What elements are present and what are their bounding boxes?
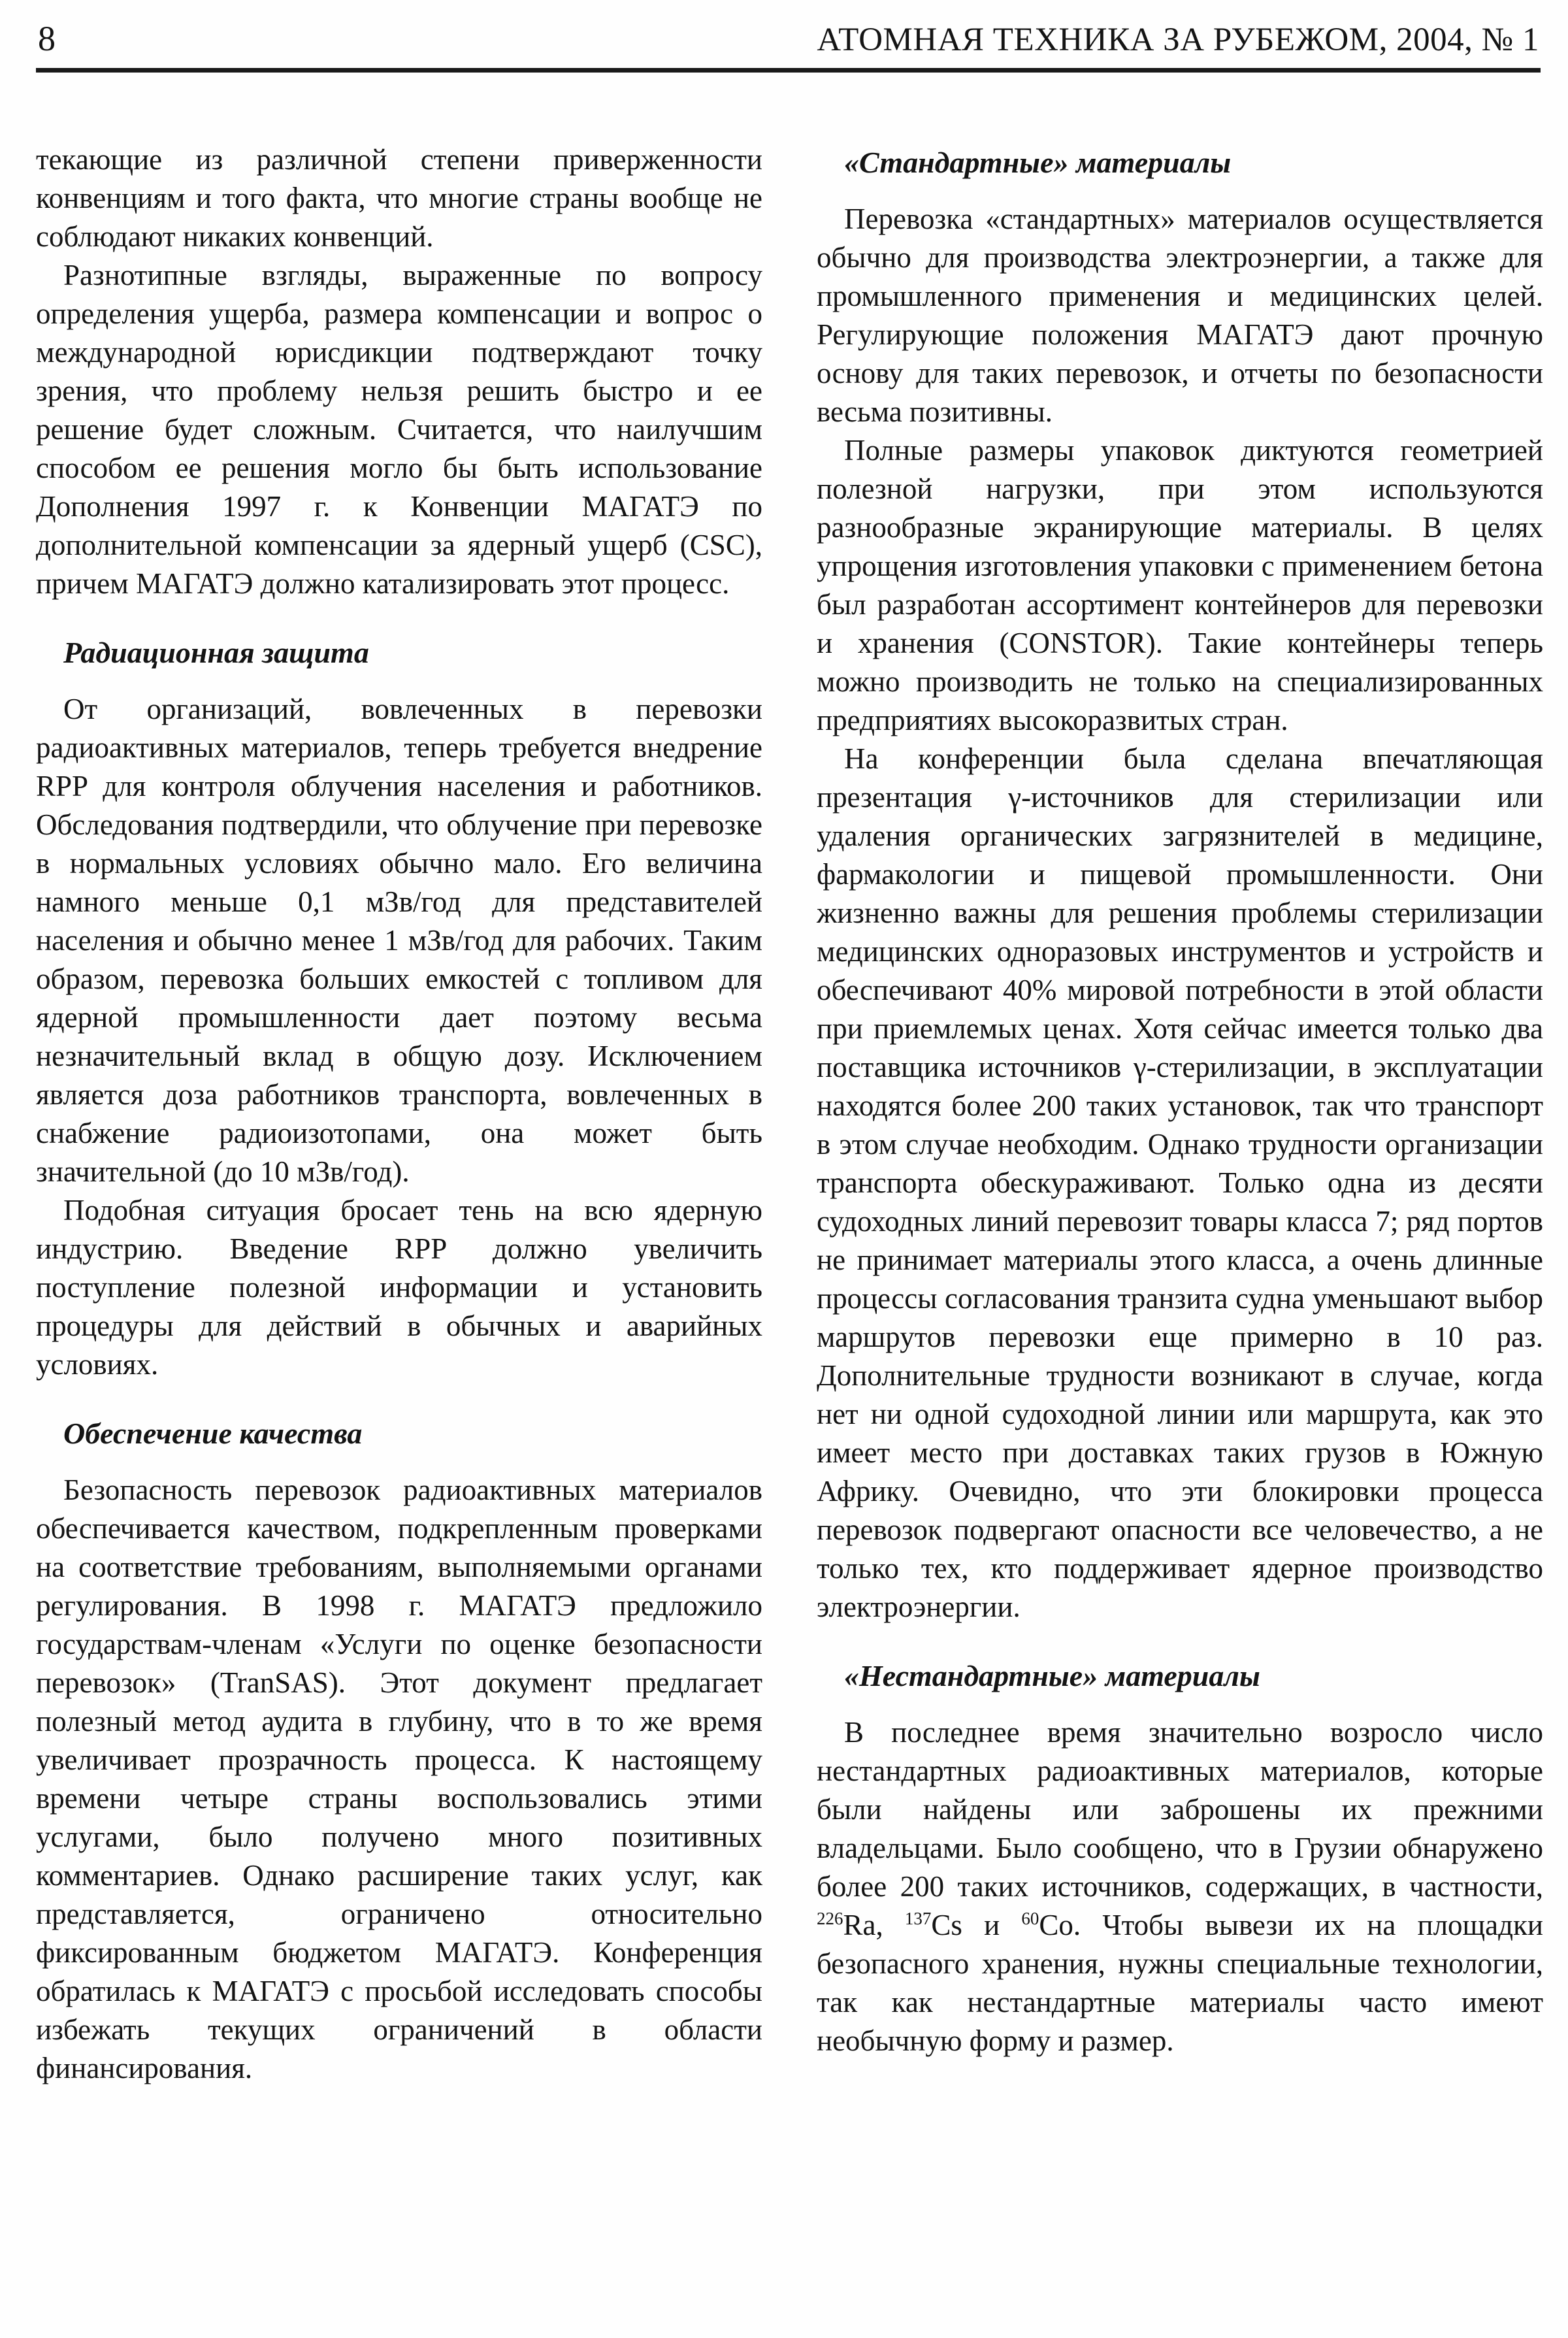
body-paragraph: На конференции была сделана впечатляющая презентация γ-источников для стерилизации или удаления органических загрязнителей в медицине, фармакологии и пищевой промышленности. Они жизненно важны для решения проблемы стерилизации медицинских одноразовых инструментов и устройств и обеспечивают 40% мировой потребности в этой области при приемлемых ценах. Хотя сейчас имеется только два поставщика источников γ-стерилизации, в эксплуатации находятся более 200 таких установок, так что транспорт в этом случае необходим. Однако трудности организации транспорта обескураживают. Только одна из десяти судоходных линий перевозит товары класса 7; ряд портов не принимает материалы этого класса, а очень длинные процессы согласования транзита судна уменьшают выбор маршрутов перевозки еще примерно в 10 раз. Дополнительные трудности возникают в случае, когда нет ни одной судоходной линии или маршрута, как это имеет место при доставках таких грузов в Южную Африку. Очевидно, что эти блокировки процесса перевозок подвергают опасности все человечество, а не только тех, кто поддерживает ядерное производство электроэнергии. xyxy=(817,742,1543,1623)
journal-header-title: АТОМНАЯ ТЕХНИКА ЗА РУБЕЖОМ, 2004, № 1 xyxy=(817,22,1539,58)
isotope-mass-superscript: 60 xyxy=(1021,1909,1039,1928)
body-paragraph: Разнотипные взгляды, выраженные по вопросу определения ущерба, размера компенсации и вопрос о международной юрисдикции подтверждают точку зрения, что проблему нельзя решить быстро и ее решение будет сложным. Считается, что наилучшим способом ее решения могло бы быть использование Дополнения 1997 г. к Конвенции МАГАТЭ по дополнительной компенсации за ядерный ущерб (CSC), причем МАГАТЭ должно катализировать этот процесс. xyxy=(36,259,762,600)
body-paragraph: Перевозка «стандартных» материалов осуществляется обычно для производства электроэнергии, а также для промышленного применения и медицинских целей. Регулирующие положения МАГАТЭ дают прочную основу для таких перевозок, и отчеты по безопасности весьма позитивны. xyxy=(817,203,1543,428)
section-heading: Радиационная защита xyxy=(63,636,369,669)
page-number: 8 xyxy=(38,19,56,58)
body-paragraph: От организаций, вовлеченных в перевозки радиоактивных материалов, теперь требуется внедрение RPP для контроля облучения населения и работников. Обследования подтвердили, что облучение при перевозке в нормальных условиях обычно мало. Его величина намного меньше 0,1 мЗв/год для представителей населения и обычно менее 1 мЗв/год для рабочих. Таким образом, перевозка больших емкостей с топливом для ядерной промышленности дает поэтому весьма незначительный вклад в общую дозу. Исключением является доза работников транспорта, вовлеченных в снабжение радиоизотопами, она может быть значительной (до 10 мЗв/год). xyxy=(36,693,762,1188)
body-paragraph: В последнее время значительно возросло число нестандартных радиоактивных материалов, которые были найдены или заброшены их прежними владельцами. Было сообщено, что в Грузии обнаружено более 200 таких источников, содержащих, в частности, $^{226}$Ra, $^{137}$Cs и $^{60}$Co. Чтобы вывези их на площадки безопасного хранения, нужны специальные технологии, так как нестандартные материалы часто имеют необычную форму и размер. xyxy=(817,1716,1543,2057)
text-column-right xyxy=(817,140,1543,2060)
isotope-mass-superscript: 226 xyxy=(817,1909,843,1928)
section-heading: «Нестандартные» материалы xyxy=(844,1659,1260,1692)
body-paragraph: Подобная ситуация бросает тень на всю ядерную индустрию. Введение RPP должно увеличить поступление полезной информации и установить процедуры для действий в обычных и аварийных условиях. xyxy=(36,1194,762,1381)
body-paragraph: текающие из различной степени приверженности конвенциям и того факта, что многие страны вообще не соблюдают никаких конвенций. xyxy=(36,143,762,253)
text-column-left xyxy=(36,140,762,2088)
header-rule xyxy=(36,68,1541,73)
body-paragraph: Безопасность перевозок радиоактивных материалов обеспечивается качеством, подкрепленным проверками на соответствие требованиям, выполняемыми органами регулирования. В 1998 г. МАГАТЭ предложило государствам-членам «Услуги по оценке безопасности перевозок» (TranSAS). Этот документ предлагает полезный метод аудита в глубину, что в то же время увеличивает прозрачность процесса. К настоящему времени четыре страны воспользовались этими услугами, было получено много позитивных комментариев. Однако расширение таких услуг, как представляется, ограничено относительно фиксированным бюджетом МАГАТЭ. Конференция обратилась к МАГАТЭ с просьбой исследовать способы избежать текущих ограничений в области финансирования. xyxy=(36,1474,762,2084)
section-heading: Обеспечение качества xyxy=(63,1417,363,1450)
section-heading: «Стандартные» материалы xyxy=(844,146,1232,179)
body-paragraph: Полные размеры упаковок диктуются геометрией полезной нагрузки, при этом используются разнообразные экранирующие материалы. В целях упрощения изготовления упаковки с применением бетона был разработан ассортимент контейнеров для перевозки и хранения (CONSTOR). Такие контейнеры теперь можно производить не только на специализированных предприятиях высокоразвитых стран. xyxy=(817,434,1543,736)
isotope-mass-superscript: 137 xyxy=(904,1909,932,1928)
